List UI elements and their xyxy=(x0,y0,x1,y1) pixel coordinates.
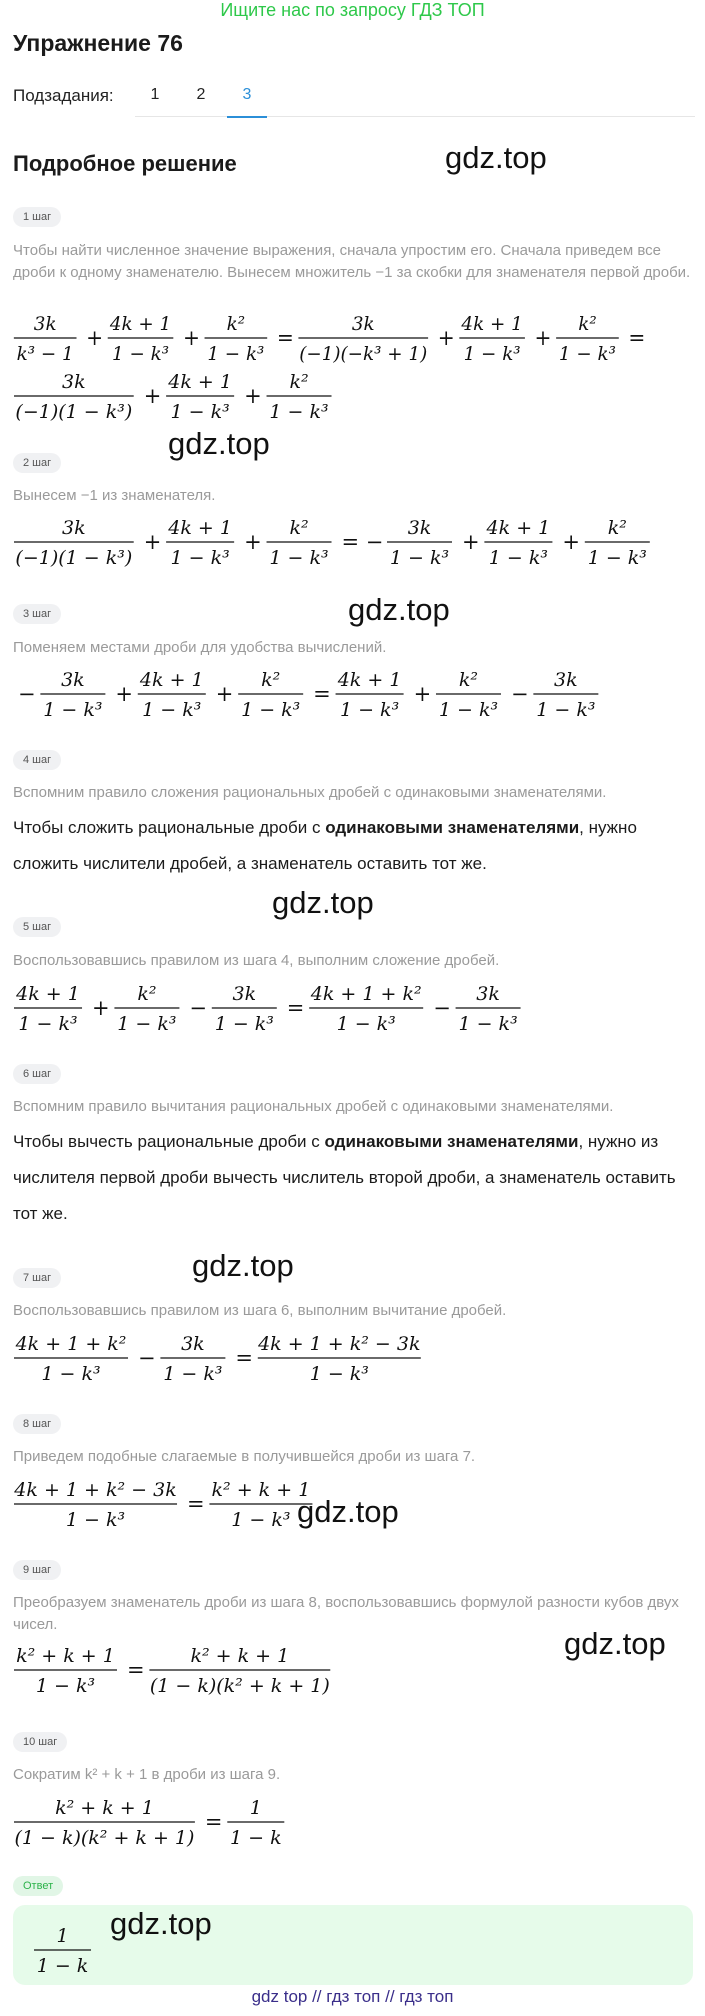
math-operator: = xyxy=(187,1492,205,1516)
fraction-numerator: k² xyxy=(458,669,479,691)
fraction-denominator: (1 − k)(k² + k + 1) xyxy=(149,1675,330,1697)
tab-subtask-1[interactable]: 1 xyxy=(150,86,160,103)
step-text: Вспомним правило вычитания рациональных дробей с одинаковыми знаменателями. xyxy=(13,1098,614,1115)
math-step-1-line-2 xyxy=(10,364,650,428)
step-badge: 7 шаг xyxy=(13,1268,61,1288)
math-operator: + xyxy=(143,384,162,408)
fraction-denominator: k³ − 1 xyxy=(16,343,74,366)
math-operator: = xyxy=(628,325,646,351)
step-text: Приведем подобные слагаемые в получившейся дроби из шага 7. xyxy=(13,1448,476,1465)
watermark: gdz.top xyxy=(445,140,547,175)
fraction-numerator: 4k + 1 xyxy=(168,517,232,539)
fraction-denominator: 1 − k³ xyxy=(488,547,549,569)
answer-badge: Ответ xyxy=(13,1876,63,1896)
fraction-denominator: 1 − k xyxy=(36,1955,89,1977)
subtask-tabs xyxy=(135,78,695,117)
fraction-denominator: 1 − k³ xyxy=(111,343,170,366)
step-badge: 9 шаг xyxy=(13,1560,61,1580)
math-operator: + xyxy=(143,530,162,554)
fraction-numerator: 3k xyxy=(476,983,500,1005)
math-step-9 xyxy=(10,1638,670,1702)
section-title: Подробное решение xyxy=(13,151,237,176)
watermark: gdz.top xyxy=(168,426,270,461)
fraction-numerator: 1 xyxy=(249,1797,262,1819)
step-text: Чтобы найти численное значение выражения, сначала упростим его. Сначала приведем все дроби к одному знаменателю. Вынесем множитель −1 за скобки для знаменателя первой дроби. xyxy=(13,242,691,281)
fraction-numerator: k² + k + 1 xyxy=(211,1479,311,1501)
fraction-numerator: k² xyxy=(578,313,597,336)
watermark: gdz.top xyxy=(297,1494,399,1529)
tab-subtask-2[interactable]: 2 xyxy=(196,86,206,103)
fraction-denominator: 1 − k³ xyxy=(389,547,450,569)
fraction-numerator: k² + k + 1 xyxy=(190,1645,290,1667)
fraction-denominator: 1 − k³ xyxy=(458,1013,518,1035)
fraction-denominator: (−1)(−k³ + 1) xyxy=(299,343,428,366)
subtasks-label: Подзадания: xyxy=(13,86,114,105)
math-step-7 xyxy=(10,1326,670,1390)
fraction-denominator: 1 − k³ xyxy=(117,1013,177,1035)
fraction-denominator: 1 − k³ xyxy=(142,699,202,721)
math-step-5 xyxy=(10,976,670,1040)
footer-links[interactable]: gdz top // гдз топ // гдз топ xyxy=(251,1987,454,2006)
math-step-10 xyxy=(10,1790,670,1854)
exercise-title: Упражнение 76 xyxy=(13,30,183,56)
math-operator: = − xyxy=(341,530,384,554)
fraction-numerator: 4k + 1 xyxy=(486,517,551,539)
fraction-denominator: 1 − k³ xyxy=(336,1013,396,1035)
fraction-numerator: 4k + 1 + k² xyxy=(15,1333,127,1355)
fraction-numerator: k² + k + 1 xyxy=(55,1797,154,1819)
step-badge: 4 шаг xyxy=(13,750,61,770)
step-badge: 5 шаг xyxy=(13,917,61,937)
fraction-numerator: 4k + 1 + k² − 3k xyxy=(258,1333,421,1355)
fraction-numerator: 3k xyxy=(181,1333,205,1355)
fraction-denominator: 1 − k³ xyxy=(438,699,499,721)
rule-text: Чтобы сложить рациональные дроби с одинаковыми знаменателями, нужно сложить числители дробей, а знаменатель оставить тот же. xyxy=(13,818,637,873)
math-operator: − xyxy=(189,996,208,1020)
tab-subtask-3[interactable]: 3 xyxy=(227,86,267,118)
fraction-numerator: 3k xyxy=(232,983,257,1005)
fraction-denominator: 1 − k³ xyxy=(18,1013,78,1035)
fraction-numerator: k² xyxy=(289,517,309,539)
math-step-1-line-1 xyxy=(10,306,650,370)
math-operator: + xyxy=(92,996,110,1020)
math-operator: + xyxy=(462,530,480,554)
fraction-numerator: k² + k + 1 xyxy=(16,1645,115,1667)
fraction-denominator: 1 − k³ xyxy=(163,1363,223,1385)
step-badge: 3 шаг xyxy=(13,604,61,624)
fraction-numerator: 4k + 1 xyxy=(168,371,232,393)
math-step-2 xyxy=(10,510,670,574)
watermark: gdz.top xyxy=(192,1248,294,1283)
fraction-numerator: 1 xyxy=(56,1925,69,1947)
math-operator: + xyxy=(244,530,262,554)
watermark: gdz.top xyxy=(348,592,450,627)
fraction-numerator: 4k + 1 xyxy=(337,669,402,691)
fraction-numerator: 4k + 1 xyxy=(461,313,523,336)
fraction-denominator: 1 − k³ xyxy=(207,343,265,366)
watermark: gdz.top xyxy=(272,885,374,920)
math-operator: + xyxy=(215,682,234,706)
fraction-denominator: 1 − k³ xyxy=(170,401,230,423)
fraction-denominator: 1 − k³ xyxy=(214,1013,274,1035)
math-operator: = xyxy=(276,325,294,351)
math-operator: + xyxy=(244,384,262,408)
step-badge: 2 шаг xyxy=(13,453,61,473)
fraction-denominator: 1 − k³ xyxy=(43,699,103,721)
math-operator: − xyxy=(510,682,529,706)
math-operator: + xyxy=(437,325,455,351)
fraction-denominator: (−1)(1 − k³) xyxy=(15,401,133,423)
rule-text: Чтобы вычесть рациональные дроби с одинаковыми знаменателями, нужно из числителя первой дроби вычесть числитель второй дроби, а знаменатель оставить тот же. xyxy=(13,1132,676,1223)
fraction-numerator: 4k + 1 + k² − 3k xyxy=(14,1479,177,1501)
step-text: Поменяем местами дроби для удобства вычислений. xyxy=(13,639,387,656)
fraction-numerator: 3k xyxy=(351,313,375,336)
fraction-denominator: 1 − k³ xyxy=(339,699,400,721)
fraction-denominator: 1 − k³ xyxy=(463,343,521,366)
fraction-numerator: k² xyxy=(226,313,246,336)
math-operator: + xyxy=(182,325,200,351)
fraction-denominator: 1 − k xyxy=(229,1827,282,1849)
step-text: Воспользовавшись правилом из шага 6, выполним вычитание дробей. xyxy=(13,1302,507,1319)
fraction-denominator: 1 − k³ xyxy=(536,699,596,721)
math-operator: = xyxy=(313,682,331,706)
fraction-numerator: 4k + 1 xyxy=(139,669,204,691)
fraction-denominator: 1 − k³ xyxy=(269,401,329,423)
fraction-numerator: k² xyxy=(607,517,627,539)
fraction-numerator: 4k + 1 xyxy=(109,313,172,336)
fraction-numerator: 4k + 1 xyxy=(16,983,80,1005)
fraction-numerator: k² xyxy=(261,669,281,691)
math-operator: + xyxy=(115,682,133,706)
fraction-denominator: 1 − k³ xyxy=(231,1509,291,1531)
fraction-numerator: 3k xyxy=(407,517,432,539)
fraction-denominator: 1 − k³ xyxy=(269,547,329,569)
step-text: Вспомним правило сложения рациональных дробей с одинаковыми знаменателями. xyxy=(13,784,607,801)
fraction-numerator: k² xyxy=(137,983,157,1005)
watermark: gdz.top xyxy=(564,1626,666,1661)
fraction-numerator: 3k xyxy=(62,371,86,393)
math-operator: = xyxy=(204,1810,223,1834)
math-operator: − xyxy=(433,996,451,1020)
fraction-denominator: 1 − k³ xyxy=(241,699,301,721)
math-step-3 xyxy=(10,662,670,726)
fraction-denominator: 1 − k³ xyxy=(587,547,647,569)
step-badge: 10 шаг xyxy=(13,1732,67,1752)
math-operator: + xyxy=(534,325,552,351)
step-text: Преобразуем знаменатель дроби из шага 8, воспользовавшись формулой разности кубов двух чисел. xyxy=(13,1594,679,1633)
math-operator: − xyxy=(18,682,36,706)
fraction-numerator: 3k xyxy=(33,313,57,336)
math-operator: + xyxy=(562,530,581,554)
math-operator: − xyxy=(138,1346,156,1370)
step-badge: 8 шаг xyxy=(13,1414,61,1434)
fraction-denominator: 1 − k³ xyxy=(35,1675,96,1697)
step-badge: 1 шаг xyxy=(13,207,61,227)
step-text: Сократим k² + k + 1 в дроби из шага 9. xyxy=(13,1766,281,1783)
step-badge: 6 шаг xyxy=(13,1064,61,1084)
fraction-numerator: 3k xyxy=(62,517,86,539)
fraction-denominator: 1 − k³ xyxy=(41,1363,101,1385)
fraction-denominator: 1 − k³ xyxy=(170,547,230,569)
fraction-numerator: 4k + 1 + k² xyxy=(310,983,422,1005)
watermark: gdz.top xyxy=(110,1906,212,1941)
fraction-denominator: 1 − k³ xyxy=(558,343,616,366)
math-operator: + xyxy=(413,682,432,706)
fraction-numerator: 3k xyxy=(61,669,85,691)
step-text: Вынесем −1 из знаменателя. xyxy=(13,487,216,504)
math-operator: = xyxy=(127,1658,145,1682)
step-text: Воспользовавшись правилом из шага 4, выполним сложение дробей. xyxy=(13,952,500,969)
math-operator: + xyxy=(86,325,104,351)
fraction-denominator: 1 − k³ xyxy=(65,1509,126,1531)
fraction-denominator: 1 − k³ xyxy=(309,1363,369,1385)
fraction-numerator: 3k xyxy=(554,669,578,691)
math-operator: = xyxy=(235,1346,254,1370)
promo-banner: Ищите нас по запросу ГДЗ ТОП xyxy=(220,0,485,20)
fraction-denominator: (1 − k)(k² + k + 1) xyxy=(14,1827,195,1849)
math-operator: = xyxy=(286,996,305,1020)
fraction-numerator: k² xyxy=(289,371,309,393)
fraction-denominator: (−1)(1 − k³) xyxy=(15,547,133,569)
